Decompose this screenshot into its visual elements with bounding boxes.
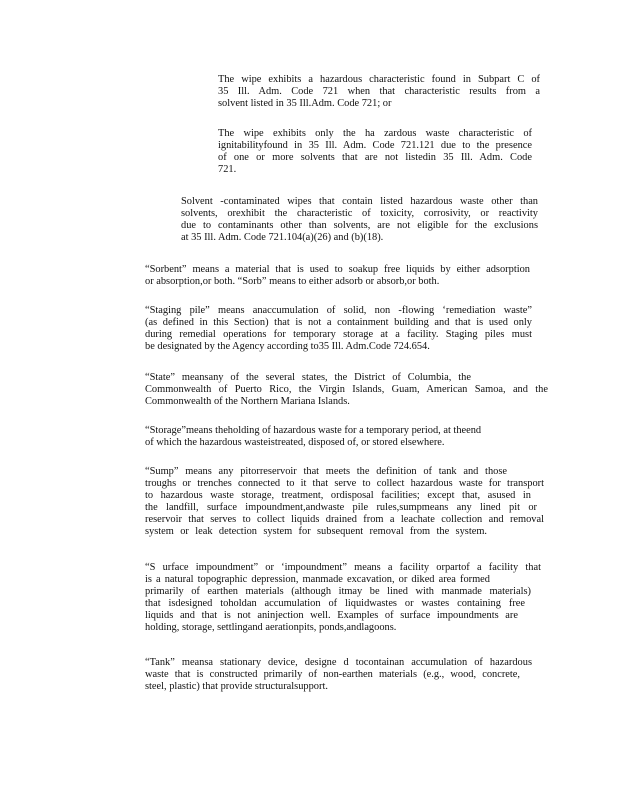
text-line: that isdesigned toholdan accumulation of liquidwastes or wastes containing free (145, 598, 525, 609)
text-line: The wipe exhibits a hazardous characteristic found in Subpart C of (218, 74, 540, 85)
text-line: solvents, orexhibit the characteristic of toxicity, corrosivity, or reactivity (181, 208, 538, 219)
text-line: (as defined in this Section) that is not a containment building and that is used only (145, 317, 532, 328)
wipe-hazardous-characteristic-item (218, 74, 540, 110)
text-line: “Sorbent” means a material that is used to soakup free liquids by either adsorption (145, 264, 530, 275)
text-line: steel, plastic) that provide structuralsupport. (145, 681, 328, 692)
text-line: primarily of earthen materials (although itmay be lined with manmade materials) (145, 586, 531, 597)
text-line: at 35 Ill. Adm. Code 721.104(a)(26) and (b)(18). (181, 232, 384, 243)
text-line: be designated by the Agency according to35 Ill. Adm.Code 724.654. (145, 341, 430, 352)
text-line: is a natural topographic depression, manmade excavation, or diked area formed (145, 574, 490, 585)
sorbent-definition (145, 264, 530, 288)
state-definition (145, 372, 548, 408)
text-line: “Storage”means theholding of hazardous waste for a temporary period, at theend (145, 425, 482, 436)
text-line: 35 Ill. Adm. Code 721 when that characteristic results from a (218, 86, 540, 97)
text-line: waste that is constructed primarily of non-earthen materials (e.g., wood, concrete, (145, 669, 520, 680)
text-line: 721. (218, 164, 237, 175)
text-line: holding, storage, settlingand aerationpits, ponds,andlagoons. (145, 622, 397, 633)
text-line: reservoir that serves to collect liquids drained from a leachate collection and removal (145, 514, 544, 525)
sump-definition (145, 466, 544, 538)
text-line: the landfill, surface impoundment,andwaste pile rules,sumpmeans any lined pit or (145, 502, 537, 513)
text-line: “Tank” meansa stationary device, designe d tocontainan accumulation of hazardous (145, 657, 532, 668)
solvent-contaminated-wipes-paragraph (181, 196, 538, 244)
text-line: system or leak detection system for subsequent removal from the system. (145, 526, 487, 537)
wipe-ignitability-item (218, 128, 532, 176)
text-line: “Staging pile” means anaccumulation of solid, non -flowing ‘remediation waste” (145, 305, 532, 316)
text-line: during remedial operations for temporary storage at a facility. Staging piles must (145, 329, 532, 340)
text-line: “Sump” means any pitorreservoir that meets the definition of tank and those (145, 466, 507, 477)
text-line: to hazardous waste storage, treatment, ordisposal facilities; except that, asused in (145, 490, 531, 501)
tank-definition (145, 657, 532, 693)
text-line: “S urface impoundment” or ‘impoundment” means a facility orpartof a facility that (145, 562, 541, 573)
text-line: or absorption,or both. “Sorb” means to either adsorb or absorb,or both. (145, 276, 440, 287)
text-line: “State” meansany of the several states, the District of Columbia, the (145, 372, 471, 383)
text-line: liquids and that is not aninjection well. Examples of surface impoundments are (145, 610, 518, 621)
text-line: solvent listed in 35 Ill.Adm. Code 721; or (218, 98, 392, 109)
surface-impoundment-definition (145, 562, 541, 634)
text-line: due to contaminants other than solvents, are not eligible for the exclusions (181, 220, 538, 231)
text-line: Commonwealth of Puerto Rico, the Virgin Islands, Guam, American Samoa, and the (145, 384, 548, 395)
text-line: of which the hazardous wasteistreated, disposed of, or stored elsewhere. (145, 437, 445, 448)
text-line: The wipe exhibits only the ha zardous waste characteristic of (218, 128, 532, 139)
staging-pile-definition (145, 305, 532, 353)
text-line: Solvent -contaminated wipes that contain listed hazardous waste other than (181, 196, 538, 207)
text-line: troughs or trenches connected to it that serve to collect hazardous waste for transport (145, 478, 544, 489)
text-line: of one or more solvents that are not listedin 35 Ill. Adm. Code (218, 152, 532, 163)
storage-definition (145, 425, 482, 449)
text-line: Commonwealth of the Northern Mariana Islands. (145, 396, 350, 407)
text-line: ignitabilityfound in 35 Ill. Adm. Code 721.121 due to the presence (218, 140, 532, 151)
